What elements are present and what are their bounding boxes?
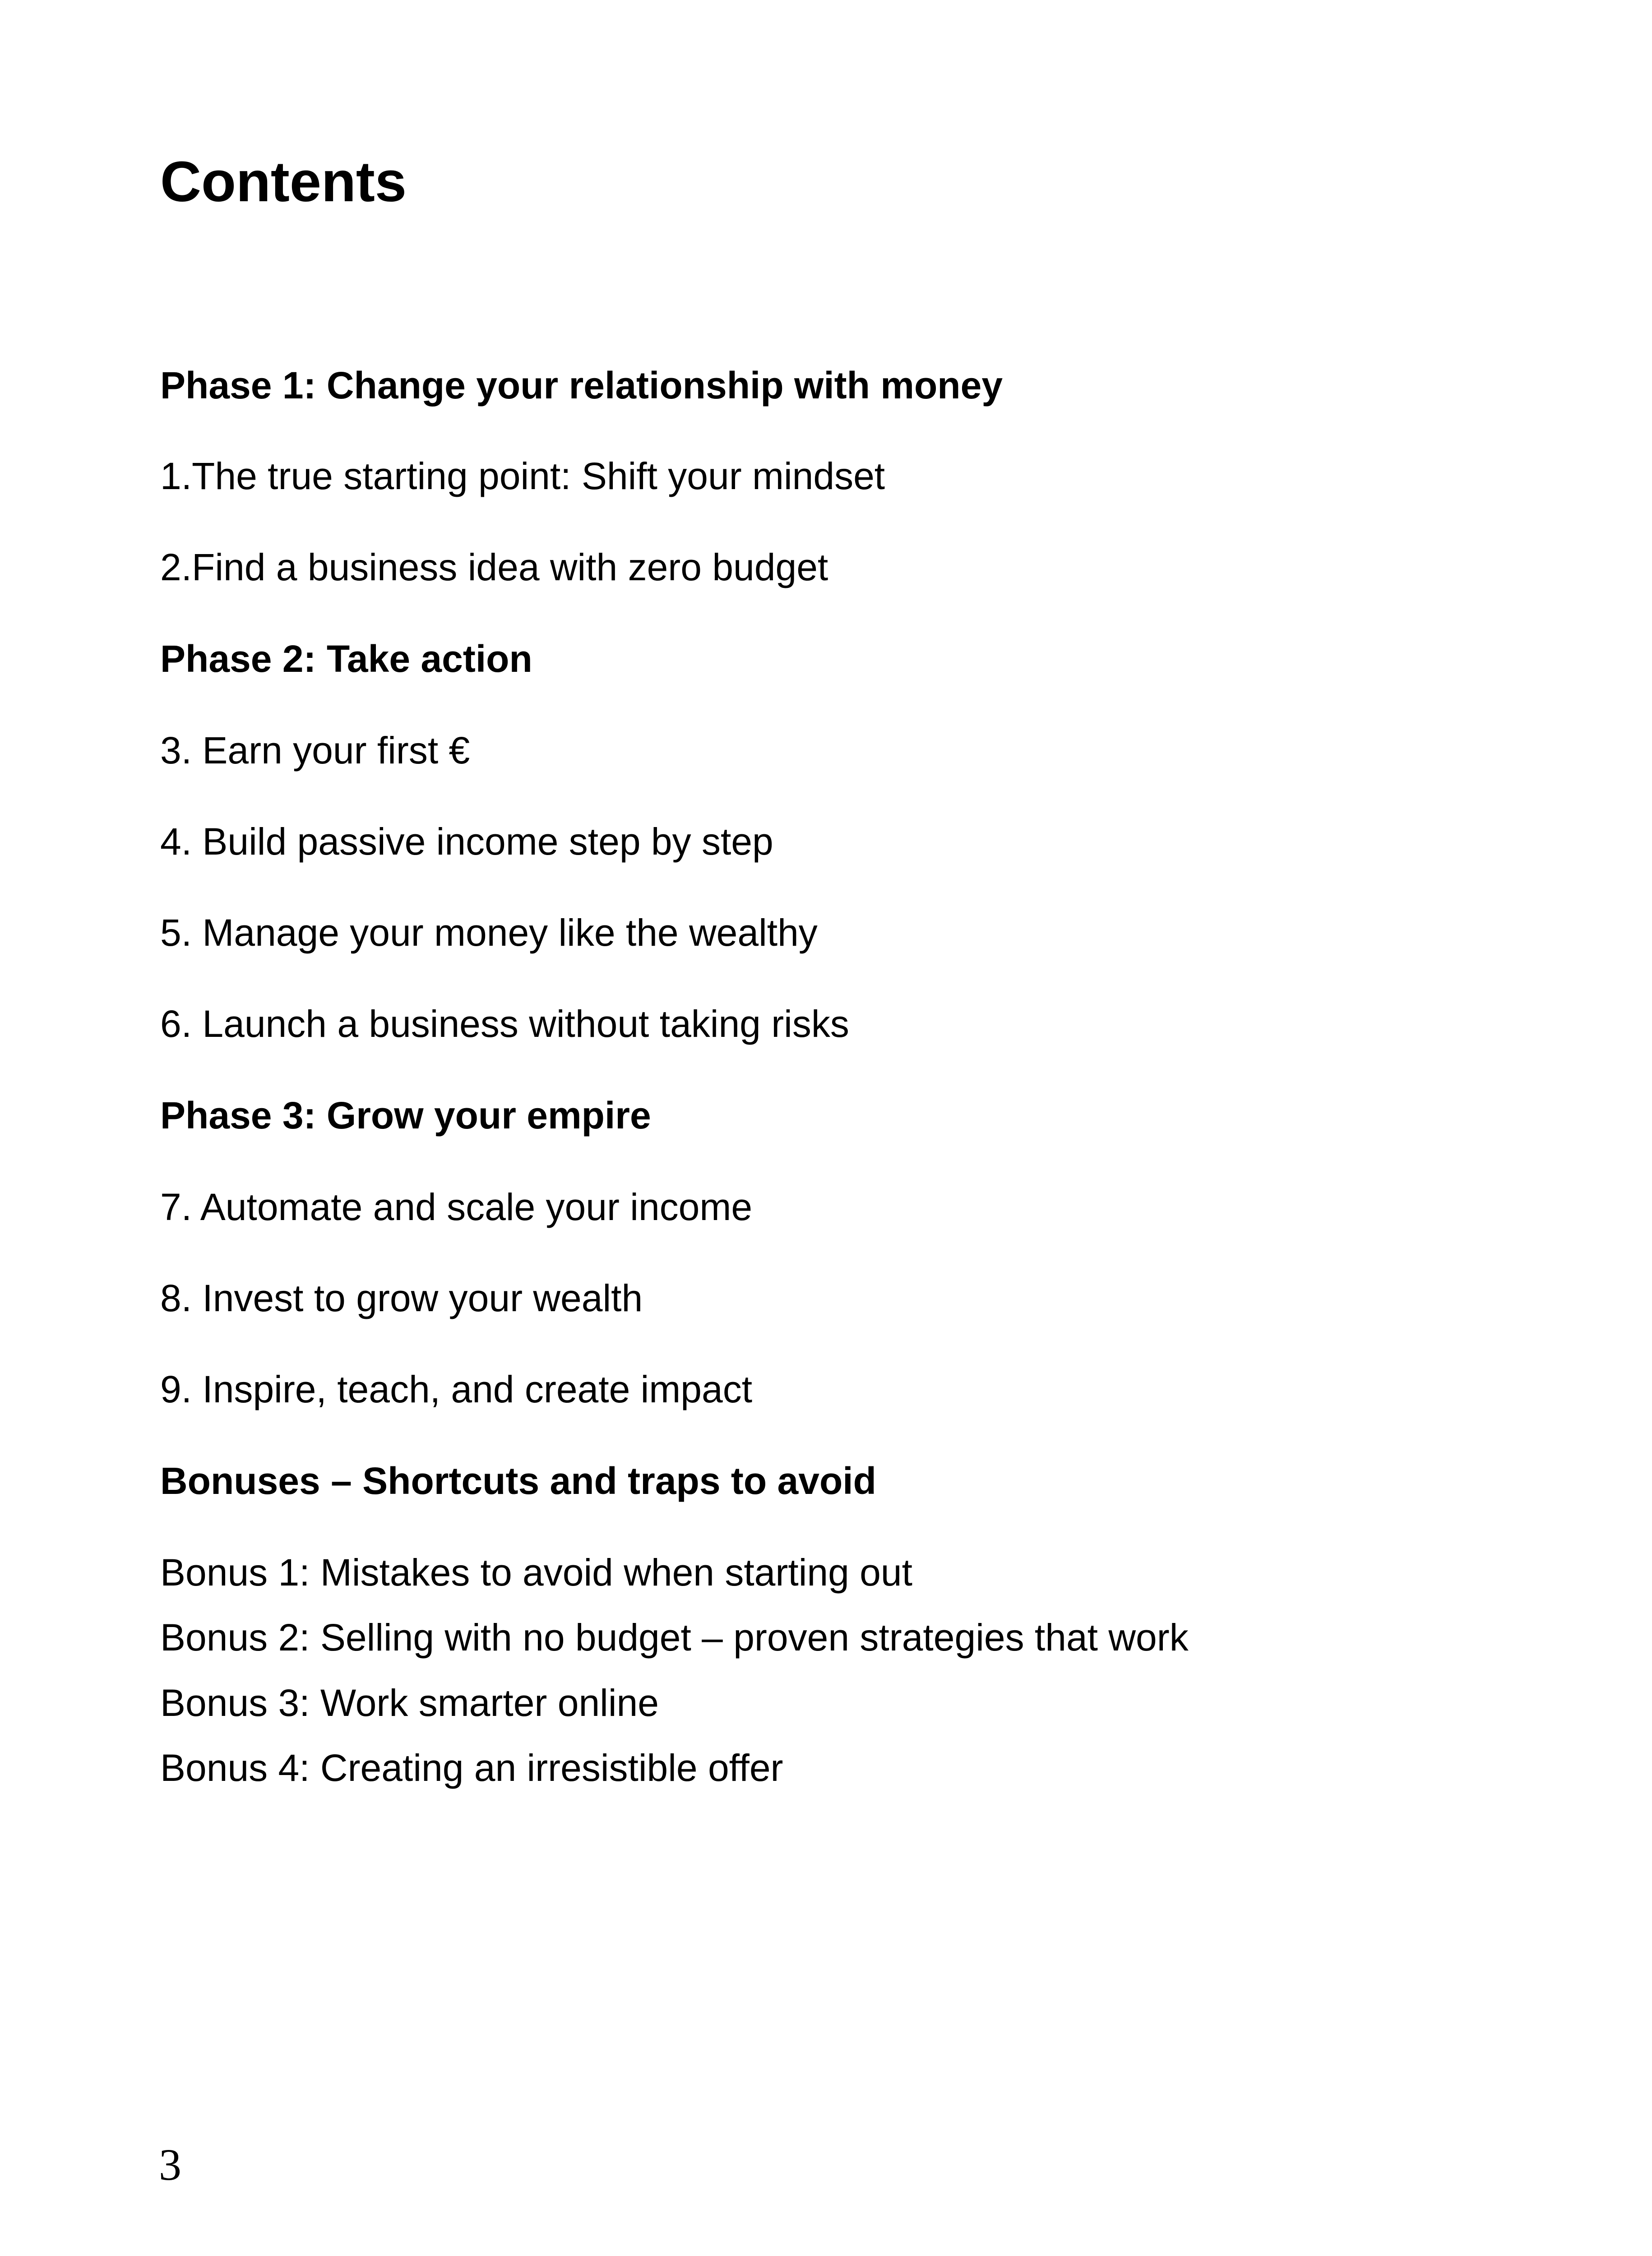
toc-item-1: 1.The true starting point: Shift your mindset xyxy=(160,455,885,497)
toc-item-7: 7. Automate and scale your income xyxy=(160,1186,753,1228)
toc-item-9: 9. Inspire, teach, and create impact xyxy=(160,1368,753,1410)
toc-item-8: 8. Invest to grow your wealth xyxy=(160,1277,643,1319)
toc-bonus-1: Bonus 1: Mistakes to avoid when starting out xyxy=(160,1551,912,1594)
page-number: 3 xyxy=(159,2140,181,2190)
toc-phase-2-heading: Phase 2: Take action xyxy=(160,638,532,680)
toc-bonus-4: Bonus 4: Creating an irresistible offer xyxy=(160,1747,783,1789)
toc-phase-3-heading: Phase 3: Grow your empire xyxy=(160,1094,651,1137)
toc-item-3: 3. Earn your first € xyxy=(160,729,470,772)
toc-item-2: 2.Find a business idea with zero budget xyxy=(160,546,828,588)
toc-bonuses-heading: Bonuses – Shortcuts and traps to avoid xyxy=(160,1460,876,1502)
toc-item-4: 4. Build passive income step by step xyxy=(160,820,773,863)
toc-bonus-3: Bonus 3: Work smarter online xyxy=(160,1682,659,1724)
toc-phase-1-heading: Phase 1: Change your relationship with money xyxy=(160,364,1003,407)
toc-item-5: 5. Manage your money like the wealthy xyxy=(160,911,818,954)
toc-item-6: 6. Launch a business without taking risks xyxy=(160,1003,849,1045)
toc-bonus-2: Bonus 2: Selling with no budget – proven strategies that work xyxy=(160,1616,1189,1659)
page-title: Contents xyxy=(160,150,407,213)
